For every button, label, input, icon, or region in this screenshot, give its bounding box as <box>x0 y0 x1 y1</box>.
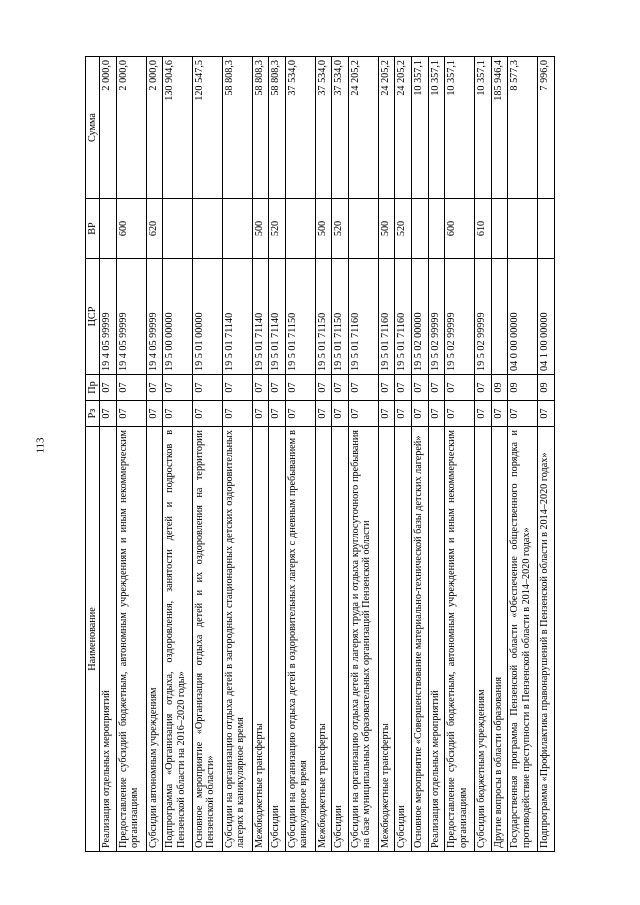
cell-name: Подпрограмма «Организация отдыха, оздоровления, занятости детей и подростков в Пензенской области на 2016–2020 годы» <box>163 427 193 852</box>
cell-pr: 07 <box>412 375 429 401</box>
cell-rz: 07 <box>163 401 193 427</box>
cell-name: Субсидии <box>269 427 286 852</box>
cell-name: Государственная программа Пензенской области «Обеспечение общественного порядка и противодействие преступности в Пензенской области в 2014–2020 годах» <box>508 427 538 852</box>
cell-pr: 07 <box>428 375 445 401</box>
table-row <box>146 57 163 852</box>
cell-csr: 19 5 01 00000 <box>193 259 223 375</box>
cell-csr: 19 4 05 99999 <box>116 259 146 375</box>
table-row <box>491 57 508 852</box>
header-rz: Рз <box>86 401 100 427</box>
cell-rz: 07 <box>146 401 163 427</box>
cell-pr: 07 <box>348 375 378 401</box>
cell-name: Межбюджетные трансферты <box>378 427 395 852</box>
cell-vr: 520 <box>332 199 349 259</box>
cell-sum: 58 808,3 <box>252 57 269 199</box>
cell-sum: 58 808,3 <box>269 57 286 199</box>
cell-sum: 10 357,1 <box>475 57 492 199</box>
cell-name: Субсидии на организацию отдыха детей в оздоровительных лагерях с дневным пребыванием в каникулярное время <box>285 427 315 852</box>
cell-pr: 09 <box>508 375 538 401</box>
cell-vr <box>491 199 508 259</box>
cell-rz: 07 <box>193 401 223 427</box>
table-row <box>445 57 475 852</box>
cell-name: Основное мероприятие «Организация отдыха детей и их оздоровления на территории Пензенской области» <box>193 427 223 852</box>
table-row <box>378 57 395 852</box>
cell-rz: 07 <box>378 401 395 427</box>
cell-rz: 07 <box>315 401 332 427</box>
cell-sum: 24 205,2 <box>348 57 378 199</box>
page-number: 113 <box>34 437 47 454</box>
cell-pr: 07 <box>193 375 223 401</box>
cell-vr <box>348 199 378 259</box>
table-row <box>538 57 555 852</box>
cell-sum: 37 534,0 <box>285 57 315 199</box>
cell-rz: 07 <box>412 401 429 427</box>
cell-csr <box>491 259 508 375</box>
cell-name: Реализация отдельных мероприятий <box>100 427 117 852</box>
cell-csr: 19 5 01 71150 <box>315 259 332 375</box>
cell-csr: 19 5 02 00000 <box>412 259 429 375</box>
cell-vr <box>100 199 117 259</box>
cell-sum: 7 996,0 <box>538 57 555 199</box>
header-csr: ЦСР <box>86 259 100 375</box>
cell-rz: 07 <box>285 401 315 427</box>
cell-csr: 19 5 00 00000 <box>163 259 193 375</box>
cell-rz: 07 <box>508 401 538 427</box>
cell-pr: 07 <box>475 375 492 401</box>
table-row <box>332 57 349 852</box>
cell-pr: 07 <box>445 375 475 401</box>
cell-vr <box>508 199 538 259</box>
cell-rz: 07 <box>395 401 412 427</box>
cell-pr: 07 <box>332 375 349 401</box>
table-row <box>412 57 429 852</box>
cell-vr: 620 <box>146 199 163 259</box>
table-row <box>315 57 332 852</box>
table-header-row <box>86 57 100 852</box>
cell-pr: 09 <box>538 375 555 401</box>
cell-rz: 07 <box>222 401 252 427</box>
table-row <box>100 57 117 852</box>
cell-name: Межбюджетные трансферты <box>252 427 269 852</box>
cell-pr: 07 <box>222 375 252 401</box>
cell-sum: 2 000,0 <box>100 57 117 199</box>
cell-csr: 19 4 05 99999 <box>100 259 117 375</box>
cell-vr: 520 <box>395 199 412 259</box>
cell-sum: 37 534,0 <box>315 57 332 199</box>
cell-name: Межбюджетные трансферты <box>315 427 332 852</box>
cell-pr: 07 <box>269 375 286 401</box>
cell-name: Основное мероприятие «Совершенствование материально-технической базы детских лагерей» <box>412 427 429 852</box>
cell-name: Другие вопросы в области образования <box>491 427 508 852</box>
cell-name: Субсидии <box>395 427 412 852</box>
cell-name: Субсидии на организацию отдыха детей в лагерях труда и отдыха круглосуточного пребывания на базе муниципальных образовательных организаций Пензенской области <box>348 427 378 852</box>
cell-rz: 07 <box>538 401 555 427</box>
table-row <box>428 57 445 852</box>
header-vr: ВР <box>86 199 100 259</box>
cell-sum: 24 205,2 <box>395 57 412 199</box>
cell-rz: 07 <box>332 401 349 427</box>
cell-name: Субсидии автономным учреждениям <box>146 427 163 852</box>
cell-vr <box>428 199 445 259</box>
header-sum: Сумма <box>86 57 100 199</box>
cell-pr: 07 <box>315 375 332 401</box>
cell-vr: 610 <box>475 199 492 259</box>
cell-name: Подпрограмма «Профилактика правонарушений в Пензенской области в 2014–2020 годах» <box>538 427 555 852</box>
table-row <box>252 57 269 852</box>
cell-rz: 07 <box>116 401 146 427</box>
cell-vr: 500 <box>252 199 269 259</box>
cell-csr: 19 5 01 71160 <box>348 259 378 375</box>
cell-vr: 500 <box>315 199 332 259</box>
cell-csr: 19 5 01 71140 <box>222 259 252 375</box>
table-row <box>348 57 378 852</box>
table-row <box>193 57 223 852</box>
cell-pr: 09 <box>491 375 508 401</box>
cell-pr: 07 <box>252 375 269 401</box>
cell-sum: 10 357,1 <box>445 57 475 199</box>
cell-csr: 19 5 01 71160 <box>378 259 395 375</box>
cell-rz: 07 <box>252 401 269 427</box>
cell-sum: 10 357,1 <box>428 57 445 199</box>
cell-pr: 07 <box>146 375 163 401</box>
cell-vr: 500 <box>378 199 395 259</box>
cell-vr <box>163 199 193 259</box>
header-pr: Пр <box>86 375 100 401</box>
cell-sum: 10 357,1 <box>412 57 429 199</box>
cell-sum: 24 205,2 <box>378 57 395 199</box>
table-row <box>475 57 492 852</box>
table-row <box>222 57 252 852</box>
cell-pr: 07 <box>116 375 146 401</box>
cell-csr: 19 5 01 71160 <box>395 259 412 375</box>
cell-sum: 185 946,4 <box>491 57 508 199</box>
cell-sum: 2 000,0 <box>116 57 146 199</box>
cell-vr <box>222 199 252 259</box>
cell-csr: 19 5 02 99999 <box>428 259 445 375</box>
cell-rz: 07 <box>491 401 508 427</box>
cell-vr <box>412 199 429 259</box>
cell-csr: 19 5 01 71150 <box>332 259 349 375</box>
cell-csr: 19 5 01 71140 <box>252 259 269 375</box>
cell-rz: 07 <box>269 401 286 427</box>
cell-name: Субсидии бюджетным учреждениям <box>475 427 492 852</box>
cell-rz: 07 <box>428 401 445 427</box>
table-row <box>116 57 146 852</box>
cell-pr: 07 <box>163 375 193 401</box>
cell-csr: 19 5 01 71150 <box>285 259 315 375</box>
table-row <box>508 57 538 852</box>
cell-rz: 07 <box>475 401 492 427</box>
cell-sum: 2 000,0 <box>146 57 163 199</box>
cell-pr: 07 <box>378 375 395 401</box>
budget-table-container <box>85 57 555 852</box>
cell-name: Предоставление субсидий бюджетным, автономным учреждениям и иным некоммерческим организациям <box>445 427 475 852</box>
cell-vr: 600 <box>116 199 146 259</box>
budget-table <box>85 56 555 852</box>
table-row <box>395 57 412 852</box>
cell-pr: 07 <box>285 375 315 401</box>
cell-pr: 07 <box>100 375 117 401</box>
cell-csr: 04 1 00 00000 <box>538 259 555 375</box>
cell-name: Предоставление субсидий бюджетным, автономным учреждениям и иным некоммерческим организациям <box>116 427 146 852</box>
cell-csr: 19 4 05 99999 <box>146 259 163 375</box>
cell-csr: 19 5 02 99999 <box>475 259 492 375</box>
table-row <box>269 57 286 852</box>
cell-sum: 8 577,3 <box>508 57 538 199</box>
cell-vr <box>538 199 555 259</box>
cell-rz: 07 <box>445 401 475 427</box>
cell-pr: 07 <box>395 375 412 401</box>
cell-csr: 04 0 00 00000 <box>508 259 538 375</box>
cell-name: Субсидии <box>332 427 349 852</box>
cell-rz: 07 <box>348 401 378 427</box>
cell-vr <box>285 199 315 259</box>
cell-sum: 130 904,6 <box>163 57 193 199</box>
table-row <box>163 57 193 852</box>
cell-rz: 07 <box>100 401 117 427</box>
header-name: Наименование <box>86 427 100 852</box>
cell-csr: 19 5 01 71140 <box>269 259 286 375</box>
cell-sum: 37 534,0 <box>332 57 349 199</box>
cell-name: Субсидии на организацию отдыха детей в загородных стационарных детских оздоровительных лагерях в каникулярное время <box>222 427 252 852</box>
cell-vr: 520 <box>269 199 286 259</box>
cell-sum: 58 808,3 <box>222 57 252 199</box>
cell-vr <box>193 199 223 259</box>
cell-csr: 19 5 02 99999 <box>445 259 475 375</box>
cell-name: Реализация отдельных мероприятий <box>428 427 445 852</box>
table-row <box>285 57 315 852</box>
cell-sum: 120 547,5 <box>193 57 223 199</box>
cell-vr: 600 <box>445 199 475 259</box>
table-body <box>100 57 555 852</box>
